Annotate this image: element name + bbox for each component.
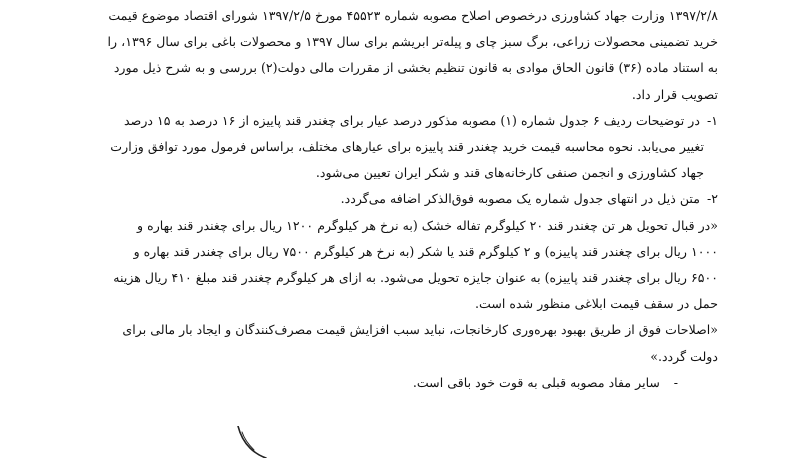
intro-line-1: ۱۳۹۷/۲/۸ وزارت جهاد کشاورزی درخصوص اصلاح مصوبه شماره ۴۵۵۲۳ مورخ ۱۳۹۷/۲/۵ شورای اقتصاد موضوع قیمت	[108, 8, 718, 23]
final-text: سایر مفاد مصوبه قبلی به قوت خود باقی است.	[412, 374, 660, 390]
item-1-line-1	[78, 108, 718, 134]
intro-line-3: به استناد ماده (۳۶) قانون الحاق موادی به قانون تنظیم بخشی از مقررات مالی دولت(۲) بررسی و به شرح ذیل مورد	[113, 60, 718, 76]
intro-line-2: خرید تضمینی محصولات زراعی، برگ سبز چای و پیله‌تر ابریشم برای سال ۱۳۹۷ و محصولات باغی برای سال ۱۳۹۶، را	[107, 34, 718, 50]
item-2-number: ۲-	[706, 191, 718, 207]
quote-2-line-1: «اصلاحات فوق از طریق بهبود بهره‌وری کارخانجات، نباید سبب افزایش قیمت مصرف‌کنندگان و ایجاد بار مالی برای	[122, 322, 718, 338]
quote-1-line-3: ۶۵۰۰ ریال برای چغندر قند پاییزه) به عنوان جایزه تحویل می‌شود. به ازای هر کیلوگرم چغندر قند مبلغ ۴۱۰ ریال هزینه	[113, 270, 718, 286]
item-2-line	[78, 186, 718, 212]
item-1-line-2: تغییر می‌یابد. نحوه محاسبه قیمت خرید چغندر قند پاییزه برای عیارهای مختلف، براساس فرمول مورد توافق وزارت	[110, 139, 704, 155]
signature-mark	[232, 426, 272, 458]
document-body	[78, 3, 718, 396]
intro-line-4: تصویب قرار داد.	[631, 86, 718, 102]
final-line	[78, 370, 718, 396]
item-1-text-1: در توضیحات ردیف ۶ جدول شماره (۱) مصوبه مذکور درصد عیار برای چغندر قند پاییزه از ۱۶ درصد به ۱۵ درصد	[124, 112, 700, 128]
final-dash: -	[673, 374, 678, 390]
quote-1-line-4: حمل در سقف قیمت ابلاغی منظور شده است.	[475, 296, 718, 312]
item-2-text: متن ذیل در انتهای جدول شماره یک مصوبه فوق‌الذکر اضافه می‌گردد.	[340, 191, 700, 207]
item-1-line-3: جهاد کشاورزی و انجمن صنفی کارخانه‌های قند و شکر ایران تعیین می‌شود.	[315, 165, 704, 181]
quote-1-line-2: ۱۰۰۰ ریال برای چغندر قند پاییزه) و ۲ کیلوگرم قند یا شکر (به نرخ هر کیلوگرم ۷۵۰۰ ریال برای چغندر قند بهاره و	[133, 243, 718, 259]
item-1-number: ۱-	[706, 112, 718, 128]
quote-1-line-1: «در قبال تحویل هر تن چغندر قند ۲۰ کیلوگرم تفاله خشک (به نرخ هر کیلوگرم ۱۲۰۰ ریال برای چغندر قند بهاره و	[137, 217, 718, 233]
quote-2-line-2: دولت گردد.»	[650, 348, 718, 364]
